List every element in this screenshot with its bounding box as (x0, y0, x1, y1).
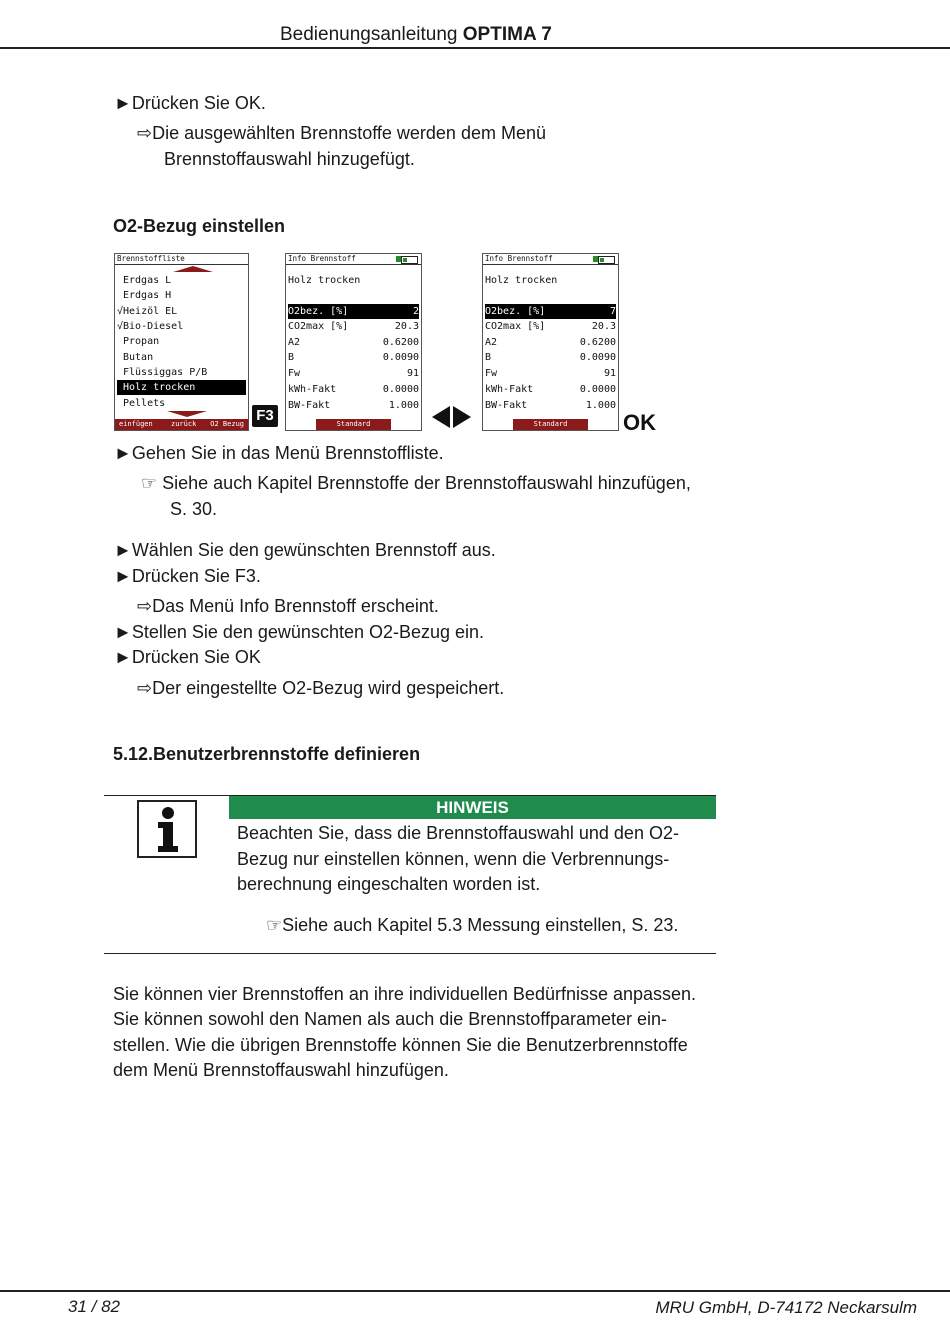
header-prefix: Bedienungsanleitung (280, 24, 458, 45)
device-screen-fuel-info-before (285, 253, 422, 431)
param-value: 1.000 (388, 400, 419, 411)
param-value: 20.3 (394, 321, 419, 332)
param-value: 0.0000 (382, 384, 419, 395)
screen-title: Info Brennstoff (288, 254, 356, 263)
param-row (288, 366, 419, 381)
param-row (288, 350, 419, 365)
device-screen-fuel-list (114, 253, 249, 431)
param-label: BW-Fakt (288, 400, 331, 411)
reference-line-2: S. 30. (170, 499, 218, 519)
note-line-1: Beachten Sie, dass die Brennstoffauswahl und den O2- (237, 823, 679, 843)
paragraph-line-2: Sie können sowohl den Namen als auch die Brennstoffparameter ein- (113, 1009, 668, 1029)
param-label: A2 (288, 337, 301, 348)
f3-key-icon: F3 (252, 405, 278, 427)
paragraph-line-4: dem Menü Brennstoffauswahl hinzufügen. (113, 1060, 449, 1080)
param-label: kWh-Fakt (288, 384, 337, 395)
device-screen-fuel-info-after (482, 253, 619, 431)
param-label: kWh-Fakt (485, 384, 534, 395)
page-header (280, 24, 552, 46)
param-value: 20.3 (591, 321, 616, 332)
param-value: 91 (406, 368, 419, 379)
param-row (288, 319, 419, 334)
param-value: 7 (609, 306, 616, 317)
param-value: 0.0090 (579, 352, 616, 363)
param-label: O2bez. [%] (485, 306, 546, 317)
param-row (288, 335, 419, 350)
fuel-name: Holz trocken (485, 275, 558, 286)
ok-key-icon: OK (623, 410, 656, 435)
arrow-right-icon (453, 406, 471, 428)
info-icon (137, 800, 197, 858)
param-label: BW-Fakt (485, 400, 528, 411)
screen-title: Info Brennstoff (485, 254, 553, 263)
note-label: HINWEIS (229, 796, 716, 819)
header-product: OPTIMA 7 (462, 24, 552, 45)
paragraph-line-3: stellen. Wie die übrigen Brennstoffe können Sie die Benutzerbrennstoffe (113, 1035, 688, 1055)
param-label: CO2max [%] (485, 321, 546, 332)
list-item: Erdgas H (123, 290, 172, 301)
param-row-selected (288, 304, 419, 319)
param-label: Fw (485, 368, 498, 379)
softkey-back: zurück (171, 420, 197, 428)
param-row (485, 350, 616, 365)
list-item: Flüssiggas P/B (123, 367, 208, 378)
footer-company: MRU GmbH, D-74172 Neckarsulm (655, 1298, 917, 1317)
softkey-insert: einfügen (119, 420, 153, 428)
softkey-standard: Standard (316, 419, 391, 430)
param-row (288, 398, 419, 413)
param-label: CO2max [%] (288, 321, 349, 332)
param-row (485, 398, 616, 413)
result-line-1: ⇨Die ausgewählten Brennstoffe werden dem Menü (137, 123, 546, 143)
page-number: 31 / 82 (68, 1297, 120, 1316)
screen-title: Brennstoffliste (117, 254, 185, 263)
result-line-2: Brennstoffauswahl hinzugefügt. (164, 149, 415, 169)
param-value: 2 (412, 306, 419, 317)
section-title-o2: O2-Bezug einstellen (113, 216, 286, 236)
paragraph-line-1: Sie können vier Brennstoffen an ihre individuellen Bedürfnisse anpassen. (113, 984, 697, 1004)
param-value: 0.0090 (382, 352, 419, 363)
list-item: √Heizöl EL (117, 306, 178, 317)
step-press-f3: ►Drücken Sie F3. (114, 566, 261, 586)
step-press-ok-2: ►Drücken Sie OK (114, 647, 261, 667)
reference-line-1: ☞ Siehe auch Kapitel Brennstoffe der Brennstoffauswahl hinzufügen, (141, 473, 691, 493)
param-row-selected (485, 304, 616, 319)
battery-icon (598, 256, 615, 264)
screen-titlebar (115, 254, 248, 265)
screen-titlebar (286, 254, 421, 265)
param-value: 0.6200 (382, 337, 419, 348)
param-label: B (288, 352, 295, 363)
list-item-selected: Holz trocken (117, 380, 246, 395)
param-value: 91 (603, 368, 616, 379)
section-title-512: 5.12.Benutzerbrennstoffe definieren (113, 744, 421, 764)
fuel-name: Holz trocken (288, 275, 361, 286)
result-info-menu: ⇨Das Menü Info Brennstoff erscheint. (137, 596, 439, 616)
param-row (485, 366, 616, 381)
screen-titlebar (483, 254, 618, 265)
step-go-to-menu: ►Gehen Sie in das Menü Brennstoffliste. (114, 443, 444, 463)
list-item: Erdgas L (123, 275, 172, 286)
param-row (485, 319, 616, 334)
list-item: Propan (123, 336, 160, 347)
param-value: 0.6200 (579, 337, 616, 348)
battery-icon (401, 256, 418, 264)
note-line-2: Bezug nur einstellen können, wenn die Verbrennungs- (237, 849, 670, 869)
list-item: √Bio-Diesel (117, 321, 184, 332)
softkey-standard: Standard (513, 419, 588, 430)
param-label: A2 (485, 337, 498, 348)
softkey-o2: O2 Bezug (210, 420, 244, 428)
note-bottom-rule (104, 953, 716, 954)
note-line-3: berechnung eingeschalten worden ist. (237, 874, 541, 894)
param-row (485, 335, 616, 350)
list-item: Pellets (123, 398, 166, 409)
note-reference: ☞Siehe auch Kapitel 5.3 Messung einstellen, S. 23. (266, 915, 679, 935)
footer-rule (0, 1290, 950, 1292)
result-saved: ⇨Der eingestellte O2-Bezug wird gespeichert. (137, 678, 505, 698)
step-press-ok: ►Drücken Sie OK. (114, 93, 266, 113)
param-value: 1.000 (585, 400, 616, 411)
arrow-left-icon (432, 406, 450, 428)
param-label: Fw (288, 368, 301, 379)
scroll-up-icon (173, 266, 213, 272)
param-row (288, 382, 419, 397)
step-set-o2: ►Stellen Sie den gewünschten O2-Bezug ein. (114, 622, 485, 642)
header-rule (0, 47, 950, 49)
param-label: B (485, 352, 492, 363)
param-label: O2bez. [%] (288, 306, 349, 317)
scroll-down-icon (167, 411, 207, 417)
param-value: 0.0000 (579, 384, 616, 395)
step-select-fuel: ►Wählen Sie den gewünschten Brennstoff aus. (114, 540, 496, 560)
list-item: Butan (123, 352, 154, 363)
param-row (485, 382, 616, 397)
screen-softkeys (115, 419, 248, 430)
